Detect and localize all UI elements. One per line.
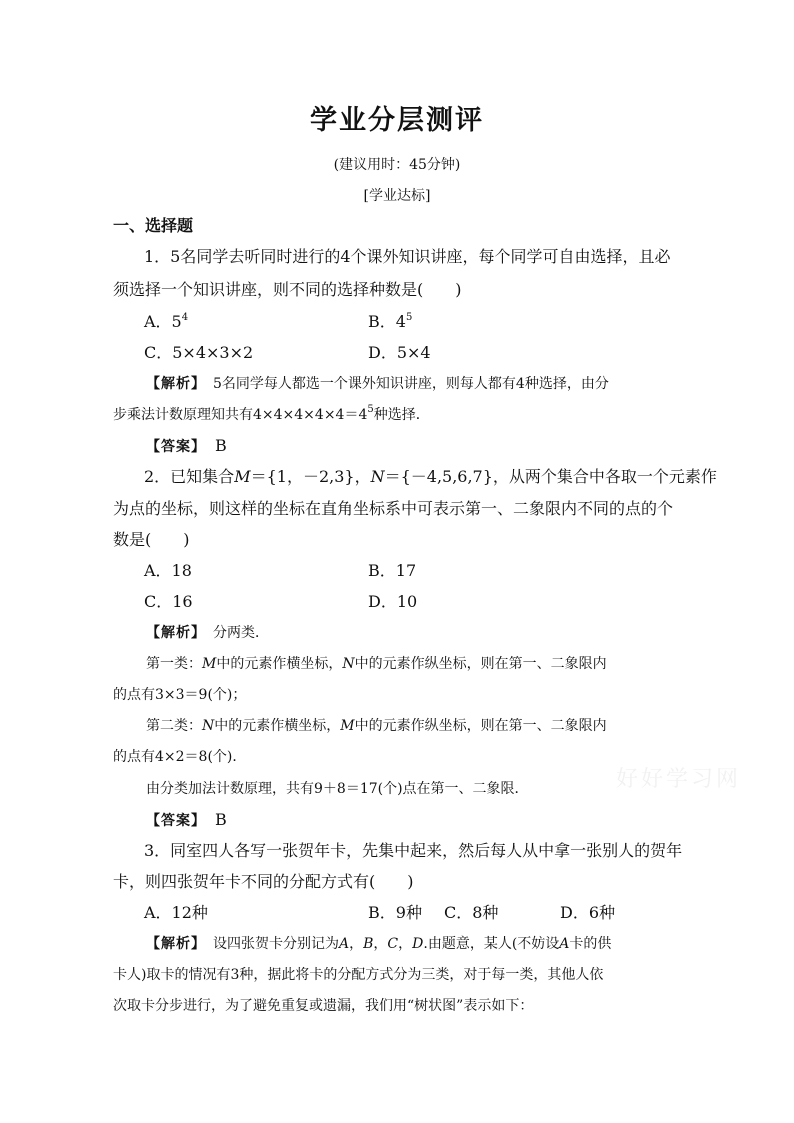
q2-answer: 【答案】 B	[146, 810, 227, 829]
q1-analysis-line1: 【解析】 5名同学每人都选一个课外知识讲座，则每人都有4种选择，由分	[146, 376, 609, 392]
q1-analysis-line2: 步乘法计数原理知共有$4\times 4\times 4\times 4\times 4=4^5$种选择．	[113, 404, 430, 423]
q1-stem-line1: 1．5名同学去听同时进行的4个课外知识讲座，每个同学可自由选择，且必	[144, 247, 671, 266]
q3-option-a: A．12种	[144, 903, 208, 922]
analysis-tag: 【解析】	[146, 936, 199, 952]
q2-conclusion: 由分类加法计数原理，共有9＋8＝17(个)点在第一、二象限．	[146, 781, 529, 797]
q3-option-b: B．9种	[368, 903, 422, 922]
level-tag: [学业达标]	[363, 188, 431, 204]
q2-stem-line2: 为点的坐标，则这样的坐标在直角坐标系中可表示第一、二象限内不同的点的个	[113, 499, 674, 518]
q2-analysis-intro: 【解析】 分两类．	[146, 625, 269, 641]
q3-analysis-line2: 卡人)取卡的情况有3种，据此将卡的分配方式分为三类，对于每一类，其他人依	[113, 967, 604, 983]
q3-option-d: D．6种	[560, 903, 616, 922]
q3-analysis-line1: 【解析】 设四张贺卡分别记为A，B，C，D.由题意，某人(不妨设A卡的供	[146, 936, 612, 952]
q1-option-b: B．$4^5$	[368, 312, 413, 331]
watermark-text: 好好学习网	[616, 767, 742, 792]
q3-stem-line2: 卡，则四张贺年卡不同的分配方式有( )	[113, 872, 414, 891]
q3-analysis-line3: 次取卡分步进行，为了避免重复或遗漏，我们用“树状图”表示如下：	[113, 998, 534, 1014]
analysis-tag: 【解析】	[146, 376, 199, 392]
q1-stem-line2: 须选择一个知识讲座，则不同的选择种数是( )	[113, 280, 462, 299]
page-title: 学业分层测评	[310, 105, 484, 136]
answer-tag: 【答案】	[146, 813, 199, 829]
analysis-tag: 【解析】	[146, 625, 199, 641]
q1-option-d: D．5×4	[368, 343, 431, 362]
q2-case1-line2: 的点有3×3＝9(个)；	[113, 687, 247, 703]
q1-option-c: C．5×4×3×2	[144, 343, 254, 362]
q2-stem-line3: 数是( )	[113, 530, 190, 549]
q1-answer: 【答案】 B	[146, 436, 227, 455]
q2-case2-line2: 的点有4×2＝8(个)．	[113, 749, 247, 765]
answer-tag: 【答案】	[146, 439, 199, 455]
q3-stem-line1: 3．同室四人各写一张贺年卡，先集中起来，然后每人从中拿一张别人的贺年	[144, 841, 683, 860]
time-note: (建议用时：45分钟)	[333, 157, 461, 173]
section-heading: 一、选择题	[113, 216, 194, 235]
q2-option-c: C．16	[144, 592, 193, 611]
q2-case1-line1: 第一类：M中的元素作横坐标，N中的元素作纵坐标，则在第一、二象限内	[146, 656, 607, 672]
q3-option-c: C．8种	[444, 903, 499, 922]
q2-option-b: B．17	[368, 561, 417, 580]
q2-option-d: D．10	[368, 592, 418, 611]
q1-option-a: A．$5^4$	[144, 312, 189, 331]
q2-stem-line1: 2．已知集合M＝{1，－2,3}，N＝{－4,5,6,7}，从两个集合中各取一个元素作	[144, 467, 717, 486]
q2-case2-line1: 第二类：N中的元素作横坐标，M中的元素作纵坐标，则在第一、二象限内	[146, 718, 607, 734]
q2-option-a: A．18	[144, 561, 192, 580]
